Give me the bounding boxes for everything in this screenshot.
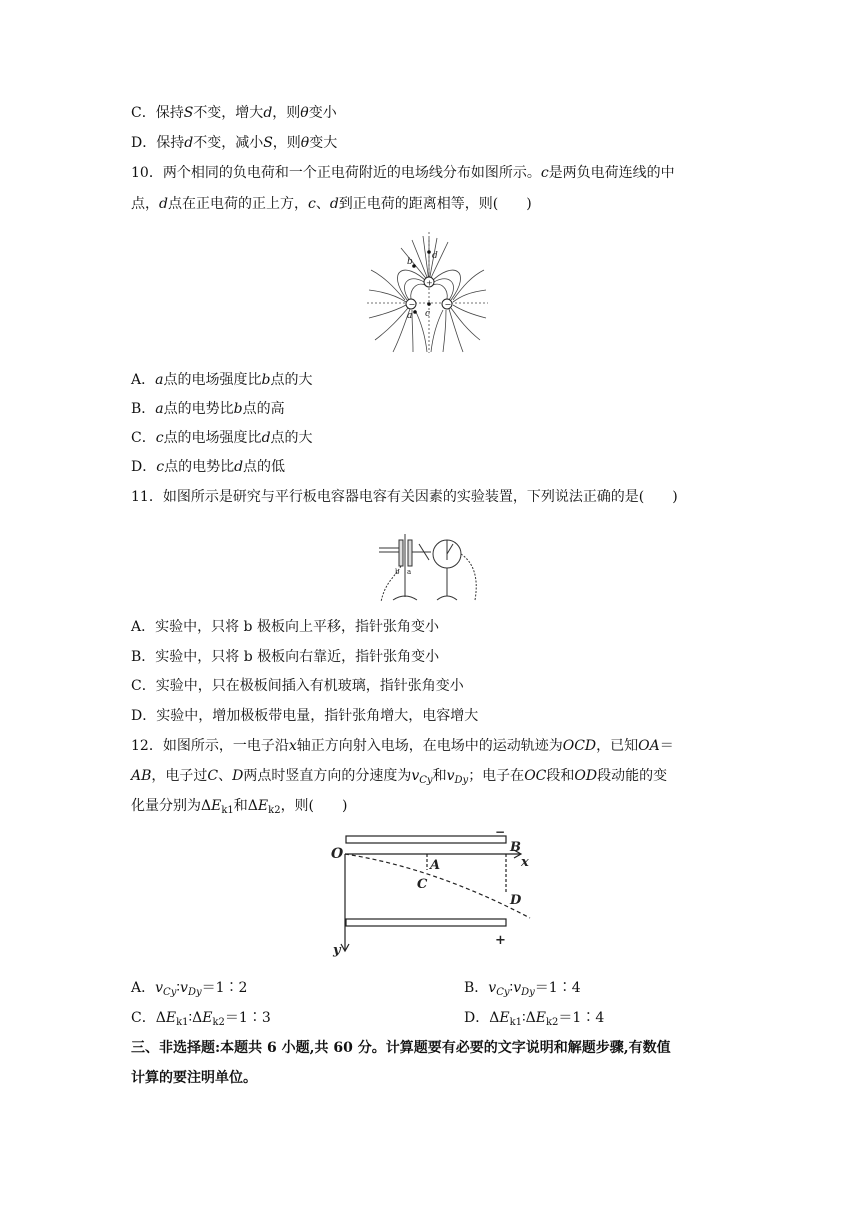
q11-stem: 11．如图所示是研究与平行板电容器电容有关因素的实验装置，下列说法正确的是( ) bbox=[131, 489, 678, 505]
q11-option-b: B．实验中，只将 b 极板向右靠近，指针张角变小 bbox=[131, 649, 440, 665]
label-a: a bbox=[407, 311, 413, 321]
label-plate-b: b bbox=[395, 568, 400, 576]
label-y: y bbox=[333, 943, 341, 958]
label-c: C bbox=[417, 877, 428, 892]
label-b: B bbox=[510, 840, 521, 855]
label-a: A bbox=[430, 858, 441, 873]
q10-option-a: A．a点的电场强度比b点的大 bbox=[131, 372, 313, 388]
capacitor-experiment-figure bbox=[375, 522, 490, 607]
label-x: x bbox=[521, 855, 529, 870]
q12-option-c: C．$\Delta E_{k1}∶\Delta E_{k2}=1∶3$ bbox=[131, 1010, 271, 1028]
q10-stem-line2: 点，d点在正电荷的正上方，c、d到正电荷的距离相等，则( ) bbox=[131, 196, 532, 212]
q12-stem-line3: 化量分别为$\Delta E_{k1}$和$\Delta E_{k2}$，则( ) bbox=[131, 798, 348, 816]
label-b: b bbox=[407, 257, 413, 267]
q9-option-d: D．保持d不变，减小S，则θ变大 bbox=[131, 135, 338, 151]
q12-option-b: B．$v_{Cy}∶v_{Dy}=1∶4$ bbox=[464, 980, 581, 998]
q11-option-d: D．实验中，增加极板带电量，指针张角增大，电容增大 bbox=[131, 708, 479, 724]
label-c: c bbox=[425, 309, 431, 319]
svg-text:−: − bbox=[408, 300, 416, 309]
label-minus: − bbox=[495, 830, 506, 839]
section3-heading-line1: 三、非选择题:本题共 6 小题,共 60 分。计算题要有必要的文字说明和解题步骤,有数值 bbox=[131, 1040, 671, 1056]
label-plate-a: a bbox=[407, 568, 412, 576]
q10-option-c: C．c点的电场强度比d点的大 bbox=[131, 430, 313, 446]
svg-text:+: + bbox=[426, 278, 433, 288]
label-o: O bbox=[331, 846, 344, 862]
label-plus: + bbox=[495, 933, 506, 948]
q9-option-c: C．保持S不变，增大d，则θ变小 bbox=[131, 105, 337, 121]
q11-option-c: C．实验中，只在极板间插入有机玻璃，指针张角变小 bbox=[131, 678, 464, 694]
section3-heading-line2: 计算的要注明单位。 bbox=[131, 1070, 257, 1086]
label-d: D bbox=[510, 893, 522, 908]
electric-field-lines-figure bbox=[365, 230, 490, 355]
q12-option-d: D．$\Delta E_{k1}∶\Delta E_{k2}=1∶4$ bbox=[464, 1010, 605, 1028]
electron-trajectory-figure bbox=[325, 830, 540, 960]
q11-option-a: A．实验中，只将 b 极板向上平移，指针张角变小 bbox=[131, 619, 439, 635]
q10-stem-line1: 10．两个相同的负电荷和一个正电荷附近的电场线分布如图所示。c是两负电荷连线的中 bbox=[131, 165, 675, 181]
q10-option-b: B．a点的电势比b点的高 bbox=[131, 401, 285, 417]
q10-option-d: D．c点的电势比d点的低 bbox=[131, 459, 286, 475]
q12-stem-line2: AB，电子过C、D两点时竖直方向的分速度为$v_{Cy}$和$v_{Dy}$；电子在OC段和OD段动能的变 bbox=[131, 768, 668, 786]
label-d: d bbox=[432, 251, 438, 261]
q12-option-a: A．$v_{Cy}∶v_{Dy}=1∶2$ bbox=[131, 980, 248, 998]
svg-text:−: − bbox=[444, 300, 452, 309]
q12-stem-line1: 12．如图所示，一电子沿x轴正方向射入电场，在电场中的运动轨迹为OCD，已知OA＝ bbox=[131, 738, 674, 754]
